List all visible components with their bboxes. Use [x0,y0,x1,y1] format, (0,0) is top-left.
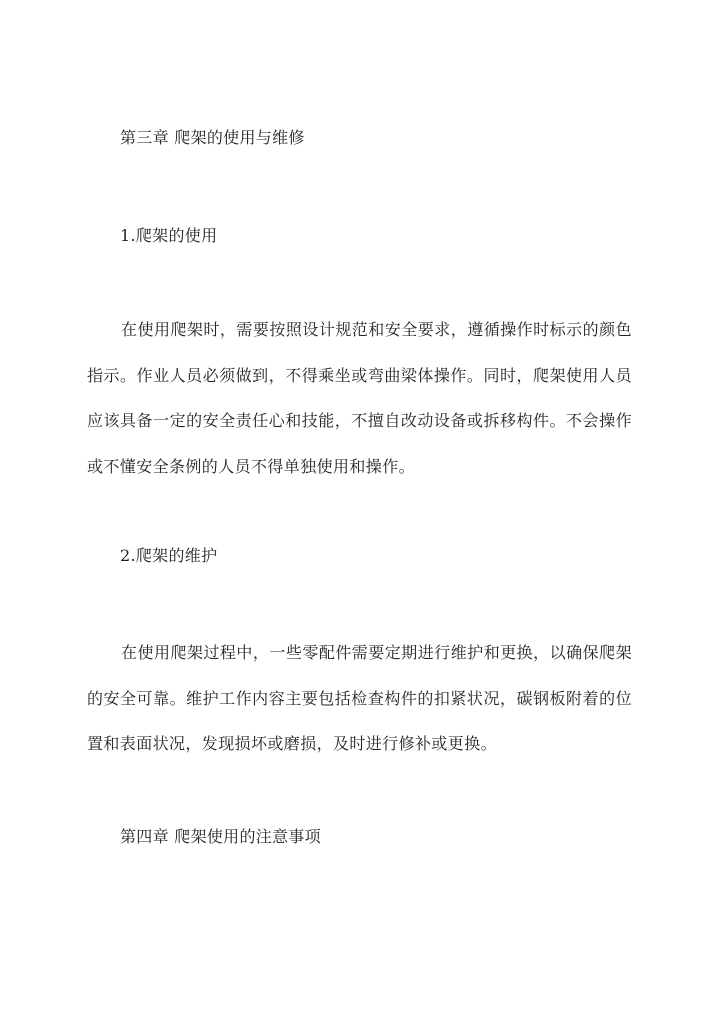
section-2-body: 在使用爬架过程中，一些零配件需要定期进行维护和更换，以确保爬架的安全可靠。维护工作内容主要包括检查构件的扣紧状况，碳钢板附着的位置和表面状况，发现损坏或磨损，及时进行修补或更换。 [87,643,632,753]
section-1-body: 在使用爬架时，需要按照设计规范和安全要求，遵循操作时标示的颜色指示。作业人员必须做到，不得乘坐或弯曲梁体操作。同时，爬架使用人员应该具备一定的安全责任心和技能，不擅自改动设备或拆移构件。不会操作或不懂安全条例的人员不得单独使用和操作。 [87,320,632,476]
section-2-title: 2.爬架的维护 [120,546,218,565]
chapter-4-title: 第四章 爬架使用的注意事项 [120,827,321,846]
chapter-3-title: 第三章 爬架的使用与维修 [120,128,305,147]
section-1-title: 1.爬架的使用 [120,226,218,245]
